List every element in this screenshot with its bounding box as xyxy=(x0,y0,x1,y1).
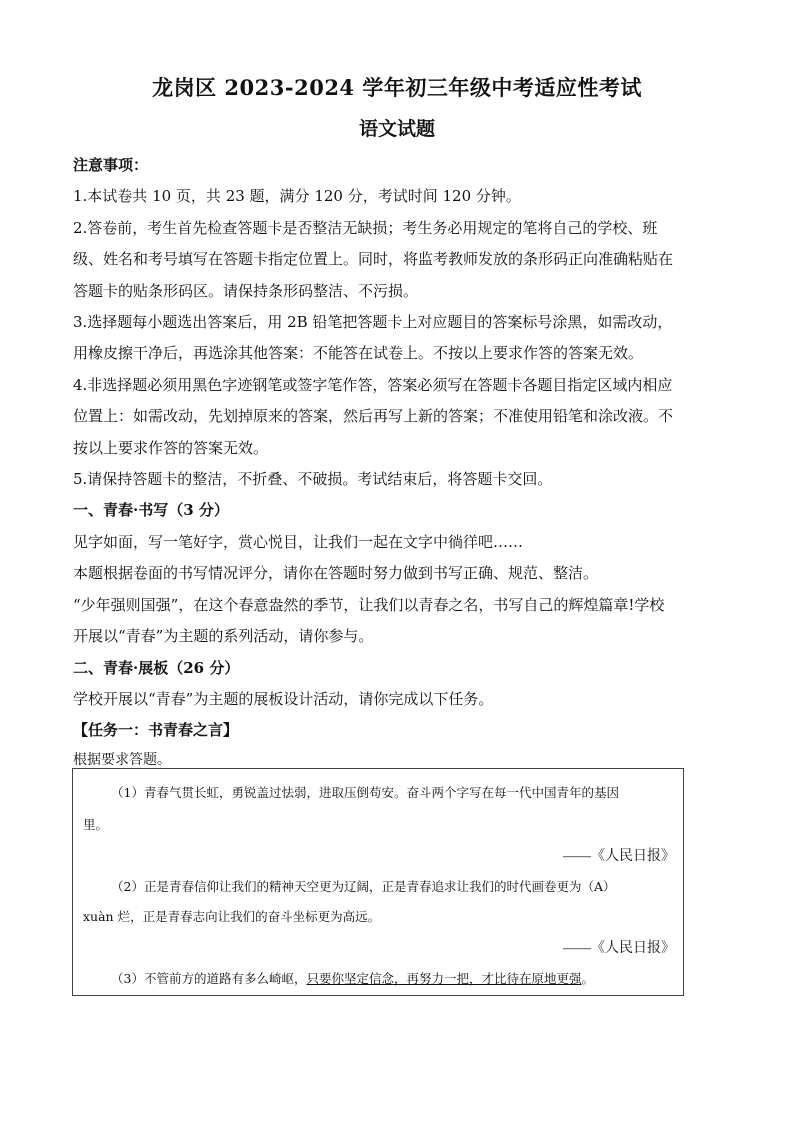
quote1-line2: 里。 xyxy=(83,817,109,832)
quote2-line1: （2）正是青春信仰让我们的精神天空更为辽阔，正是青春追求让我们的时代画卷更为（A） xyxy=(111,879,616,894)
quote1-line1: （1）青春气贯长虹，勇锐盖过怯弱，进取压倒苟安。奋斗两个字写在每一代中国青年的基因 xyxy=(111,785,619,800)
quote2-source: ——《人民日报》 xyxy=(563,941,675,956)
quote2-line2: xuàn 烂，正是青春志向让我们的奋斗坐标更为高远。 xyxy=(83,909,381,924)
quote3-prefix: （3）不管前方的道路有多么崎岖， xyxy=(111,971,307,986)
notice-line: 5.请保持答题卡的整洁，不折叠、不破损。考试结束后，将答题卡交回。 xyxy=(73,470,553,489)
task1-heading: 【任务一：书青春之言】 xyxy=(73,721,239,740)
notice-line: 用橡皮擦干净后，再选涂其他答案：不能答在试卷上。不按以上要求作答的答案无效。 xyxy=(73,344,644,363)
quote3-suffix: 。 xyxy=(581,971,594,986)
quote1-source: ——《人民日报》 xyxy=(563,849,675,864)
quote3-line xyxy=(111,969,594,987)
section1-line: 开展以“青春”为主题的系列活动，请你参与。 xyxy=(73,627,374,646)
notice-line: 级、姓名和考号填写在答题卡指定位置上。同时，将监考教师发放的条形码正向准确粘贴在 xyxy=(73,250,674,269)
section2-heading: 二、青春·展板（26 分） xyxy=(73,658,240,677)
task1-instruction: 根据要求答题。 xyxy=(73,751,171,768)
exam-title: 龙岗区 2023-2024 学年初三年级中考适应性考试 xyxy=(152,75,642,100)
section1-line: 见字如面，写一笔好字，赏心悦目，让我们一起在文字中徜徉吧…… xyxy=(73,532,524,551)
section1-line: “少年强则国强”，在这个春意盎然的季节，让我们以青春之名，书写自己的辉煌篇章!学校 xyxy=(73,595,665,614)
notice-line: 按以上要求作答的答案无效。 xyxy=(73,438,269,457)
notice-line: 3.选择题每小题选出答案后，用 2B 铅笔把答题卡上对应题目的答案标号涂黑，如需改动， xyxy=(73,313,673,332)
notice-line: 2.答卷前，考生首先检查答题卡是否整洁无缺损；考生务必用规定的笔将自己的学校、班 xyxy=(73,218,658,237)
section1-line: 本题根据卷面的书写情况评分，请你在答题时努力做到书写正确、规范、整洁。 xyxy=(73,564,599,583)
notice-line: 1.本试卷共 10 页，共 23 题，满分 120 分，考试时间 120 分钟。 xyxy=(73,187,521,206)
notice-line: 4.非选择题必须用黑色字迹钢笔或签字笔作答，答案必须写在答题卡各题目指定区域内相应 xyxy=(73,375,673,394)
exam-body xyxy=(73,150,723,773)
exam-subtitle: 语文试题 xyxy=(358,118,435,140)
notice-heading: 注意事项： xyxy=(73,156,149,174)
section1-heading: 一、青春·书写（3 分） xyxy=(73,501,229,520)
notice-line: 答题卡的贴条形码区。请保持条形码整洁、不污损。 xyxy=(73,281,419,300)
quotes-box xyxy=(72,768,684,996)
notice-line: 位置上：如需改动，先划掉原来的答案，然后再写上新的答案；不准使用铅笔和涂改液。不 xyxy=(73,407,674,426)
quote3-underlined: 只要你坚定信念，再努力一把，才比待在原地更强 xyxy=(306,971,582,986)
section2-intro: 学校开展以“青春”为主题的展板设计活动，请你完成以下任务。 xyxy=(73,689,494,708)
